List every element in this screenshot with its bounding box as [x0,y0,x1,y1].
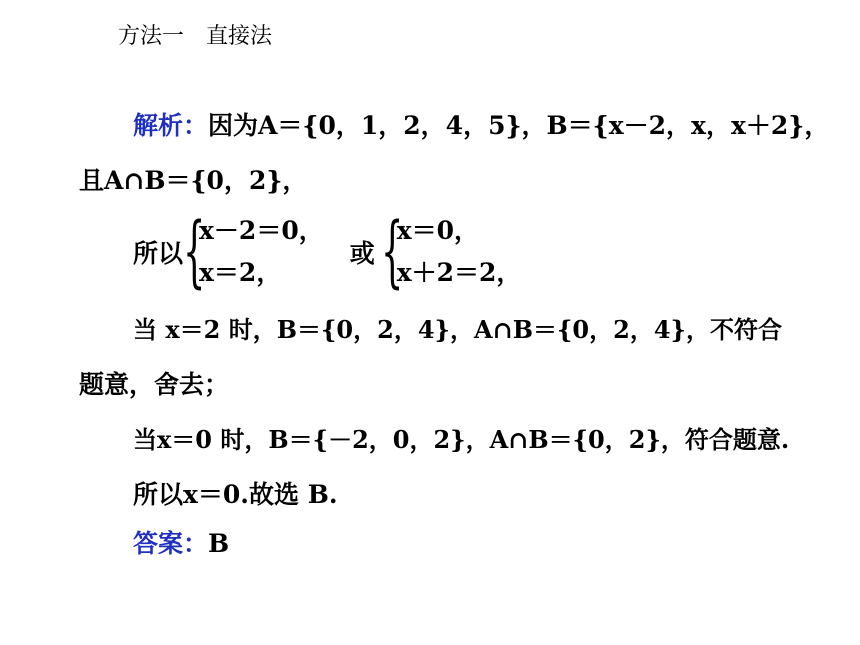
method-number: 方法一 [118,24,185,49]
analysis-label: 解析： [133,111,209,140]
left-brace-icon: { [380,207,404,297]
equation-system-2 [380,207,522,297]
method-name: 直接法 [206,24,273,49]
case-2-line: 当x＝0 时，B＝{－2，0，2}，A∩B＝{0，2}，符合题意. [133,425,790,454]
conclusion-line: 所以x＝0.故选 B. [133,480,338,509]
system-2-eq-2: x＋2＝2， [396,258,522,287]
answer-line [133,529,229,559]
system-2-eq-1: x＝0， [396,216,480,245]
analysis-line-1 [133,111,829,141]
analysis-text-1: 因为A＝{0，1，2，4，5}，B＝{x－2，x，x＋2}， [208,111,830,140]
answer-label: 答案： [133,529,209,558]
left-brace-icon: { [183,207,206,297]
system-1-eq-1: x－2＝0， [199,216,324,245]
method-header [118,24,272,50]
or-word: 或 [349,239,375,268]
so-word: 所以 [133,239,184,268]
system-1-eq-2: x＝2， [199,258,282,287]
answer-value: B [208,529,230,558]
analysis-line-2: 且A∩B＝{0，2}， [79,166,308,195]
case-1-line-2: 题意，舍去； [79,370,230,399]
equation-system-1 [183,207,324,297]
case-1-line-1: 当 x＝2 时，B＝{0，2，4}，A∩B＝{0，2，4}，不符合 [133,315,782,344]
equation-systems [133,207,522,297]
